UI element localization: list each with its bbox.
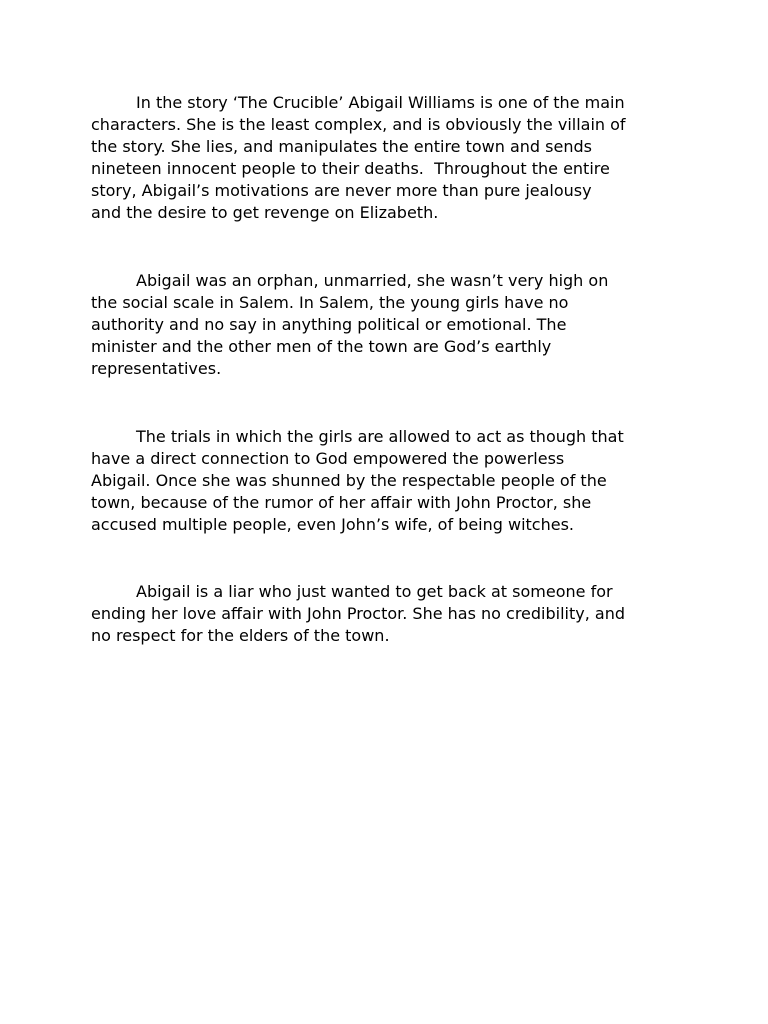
paragraph-1-line-1: In the story ‘The Crucible’ Abigail Williams is one of the main [136, 93, 625, 112]
paragraph-3-line-4: town, because of the rumor of her affair with John Proctor, she [91, 493, 592, 512]
paragraph-2-line-2: the social scale in Salem. In Salem, the young girls have no [91, 293, 569, 312]
paragraph-2-line-4: minister and the other men of the town are God’s earthly [91, 337, 552, 356]
paragraph-1-line-2: characters. She is the least complex, and is obviously the villain of [91, 115, 626, 134]
paragraph-1 [91, 92, 691, 224]
paragraph-2-line-3: authority and no say in anything political or emotional. The [91, 315, 567, 334]
paragraph-3-line-2: have a direct connection to God empowered the powerless [91, 449, 565, 468]
paragraph-4-line-1: Abigail is a liar who just wanted to get back at someone for [136, 582, 613, 601]
paragraph-2 [91, 270, 691, 380]
paragraph-2-line-1: Abigail was an orphan, unmarried, she wasn’t very high on [136, 271, 609, 290]
paragraph-4-line-2: ending her love affair with John Proctor. She has no credibility, and [91, 604, 626, 623]
paragraph-1-line-6: and the desire to get revenge on Elizabeth. [91, 203, 439, 222]
paragraph-4 [91, 581, 691, 647]
paragraph-3-line-1: The trials in which the girls are allowed to act as though that [136, 427, 624, 446]
paragraph-1-line-3: the story. She lies, and manipulates the entire town and sends [91, 137, 592, 156]
paragraph-2-line-5: representatives. [91, 359, 222, 378]
paragraph-3-line-3: Abigail. Once she was shunned by the respectable people of the [91, 471, 607, 490]
paragraph-4-line-3: no respect for the elders of the town. [91, 626, 390, 645]
paragraph-3 [91, 426, 691, 536]
paragraph-1-line-4: nineteen innocent people to their deaths. Throughout the entire [91, 159, 610, 178]
paragraph-1-line-5: story, Abigail’s motivations are never more than pure jealousy [91, 181, 592, 200]
paragraph-3-line-5: accused multiple people, even John’s wife, of being witches. [91, 515, 574, 534]
